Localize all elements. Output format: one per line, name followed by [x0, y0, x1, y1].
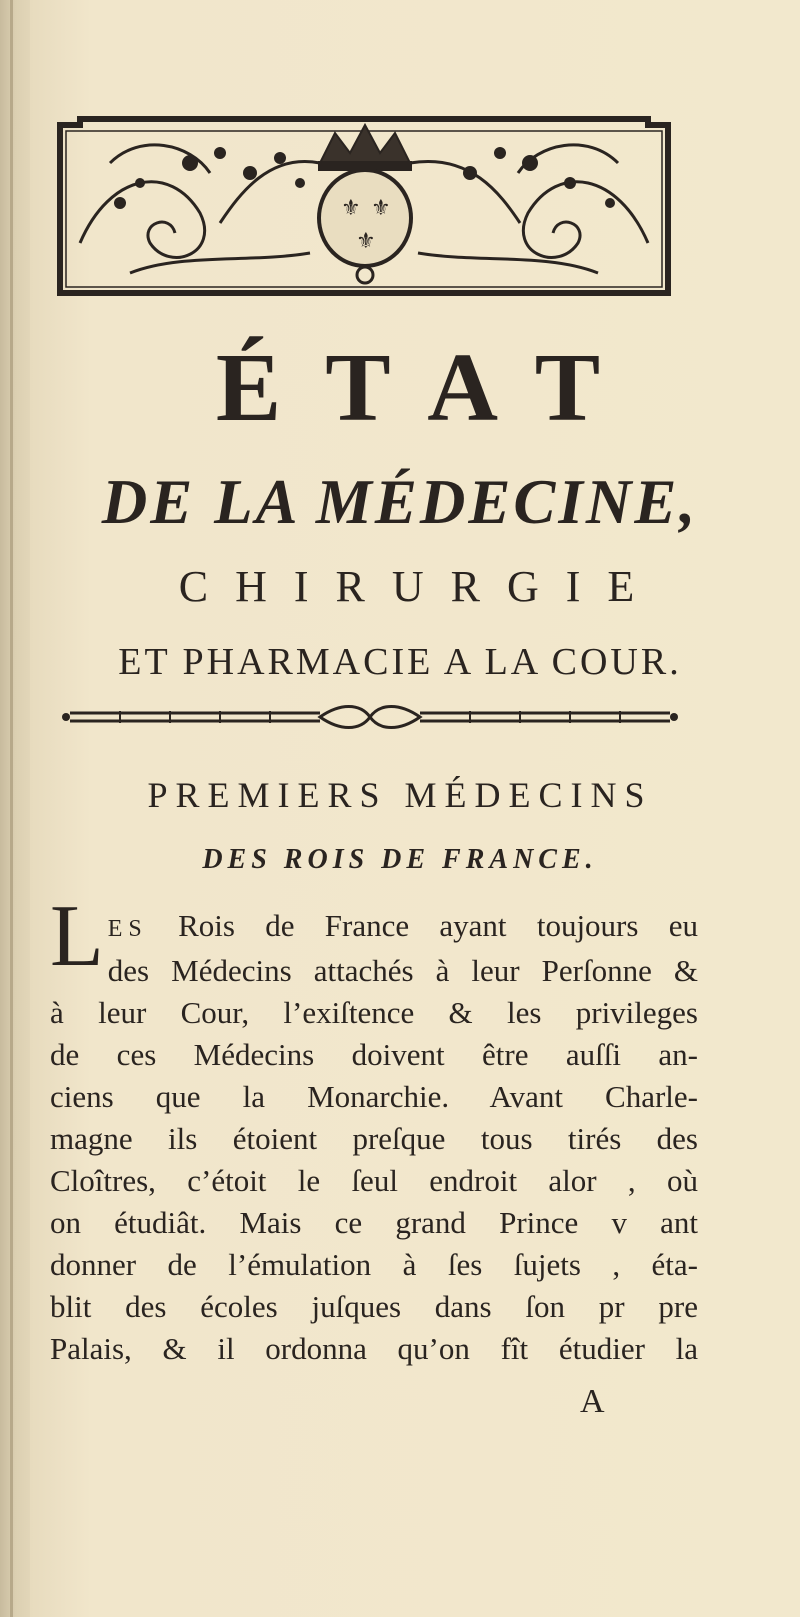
body-line-11: Palais, & il ordonna qu’on fît étudier la	[50, 1331, 698, 1366]
body-line-10: blit des écoles juſques dans ſon pr pre	[50, 1289, 698, 1324]
svg-text:⚜: ⚜	[356, 229, 376, 254]
body-paragraph	[50, 888, 698, 1370]
body-line-4: de ces Médecins doivent être auſſi an-	[50, 1037, 698, 1072]
ornamental-divider	[60, 705, 680, 729]
body-line-2: des Médecins attachés à leur Perſonne &	[107, 953, 698, 988]
title-de-la-medecine: DE LA MÉDECINE,	[101, 467, 699, 537]
headpiece-ornament	[50, 103, 678, 305]
drop-cap: L	[50, 888, 104, 985]
heading-des-rois-de-france: DES ROIS DE FRANCE.	[202, 844, 598, 875]
body-line-7: Cloîtres, c’étoit le ſeul endroit alor , où	[50, 1163, 698, 1198]
title-chirurgie: CHIRURGIE	[178, 562, 662, 611]
body-line-1-text: Rois de France ayant toujours eu	[147, 908, 698, 943]
title-et-pharmacie: ET PHARMACIE A LA COUR.	[118, 641, 682, 683]
body-line-3: à leur Cour, l’exiſtence & les privileges	[50, 995, 698, 1030]
title-etat: ÉTAT	[215, 334, 645, 442]
body-line-8: on étudiât. Mais ce grand Prince v ant	[50, 1205, 698, 1240]
body-line-1-caps: ES	[107, 916, 148, 942]
signature-mark: A	[580, 1383, 605, 1420]
heading-premiers-medecins: PREMIERS MÉDECINS	[147, 775, 653, 815]
body-line-5: ciens que la Monarchie. Avant Charle-	[50, 1079, 698, 1114]
svg-text:⚜: ⚜	[341, 196, 361, 221]
body-line-6: magne ils étoient preſque tous tirés des	[50, 1121, 698, 1156]
svg-text:⚜: ⚜	[371, 196, 391, 221]
body-line-9: donner de l’émulation à ſes ſujets , éta-	[50, 1247, 698, 1282]
